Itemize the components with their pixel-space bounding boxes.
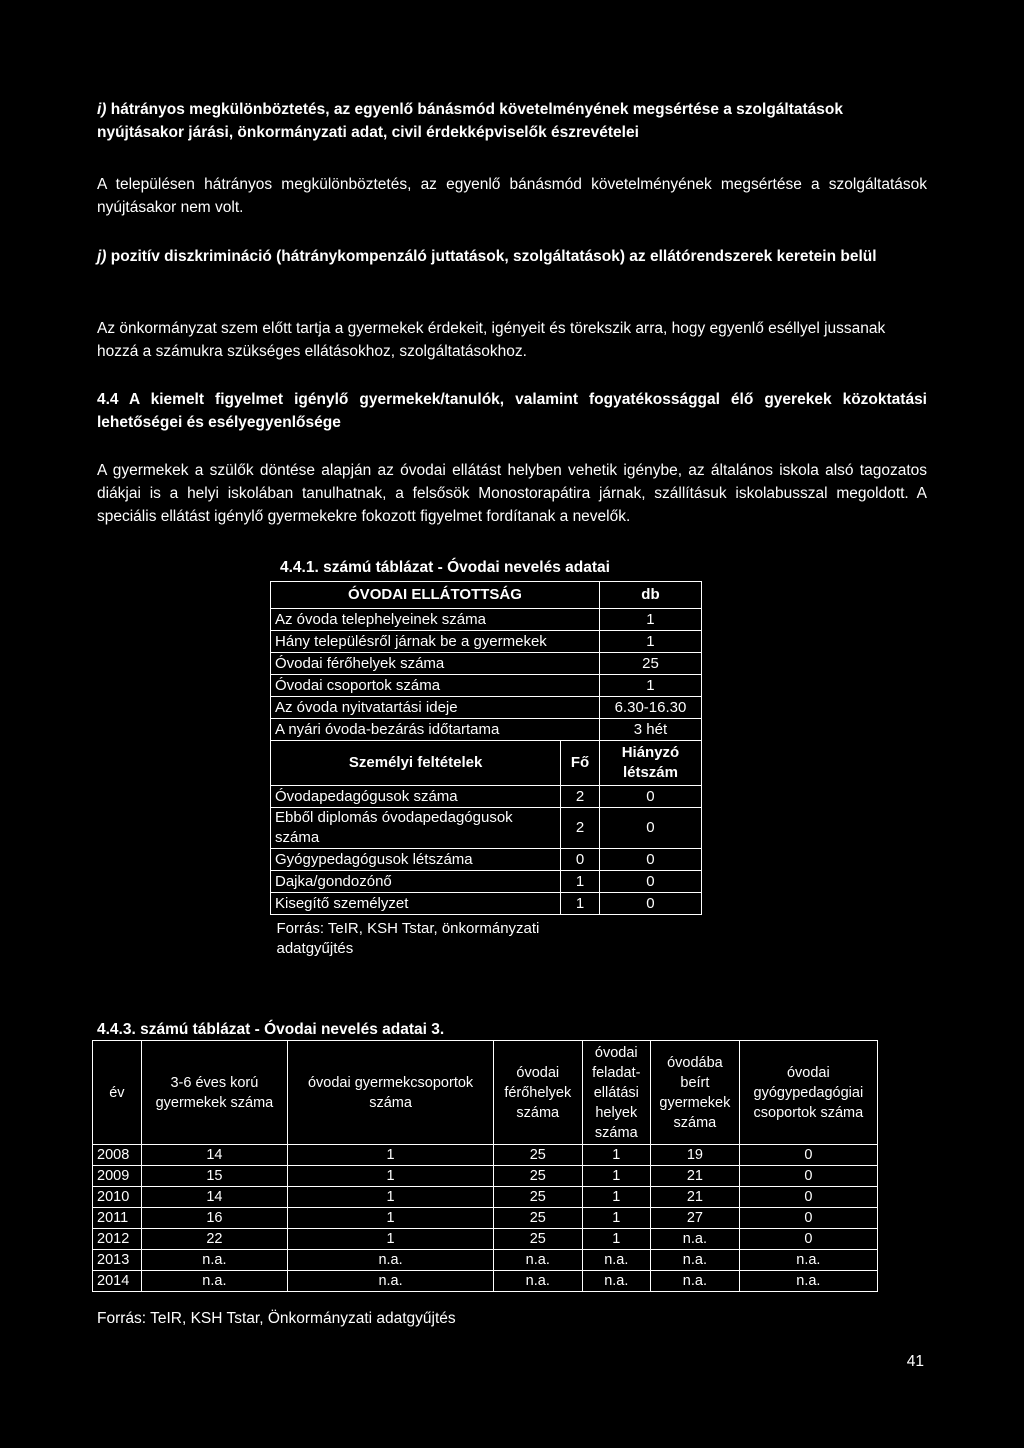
header-gyermekek: 3-6 éves korú gyermekek száma [141, 1041, 287, 1145]
cell: n.a. [582, 1271, 651, 1292]
section-i-prefix: i) [97, 101, 107, 118]
section-i-heading-text: hátrányos megkülönböztetés, az egyenlő bánásmód követelményének megsértése a szolgáltatások nyújtásakor járási, önkormányzati adat, civil érdekképviselők észrevételei [97, 101, 843, 141]
cell: 2010 [93, 1187, 142, 1208]
table-row [271, 871, 702, 893]
table-row [93, 1271, 878, 1292]
cell: 0 [739, 1229, 877, 1250]
staff-header-row [271, 741, 702, 786]
cell: 16 [141, 1208, 287, 1229]
cell: 1 [582, 1166, 651, 1187]
cell: 2013 [93, 1250, 142, 1271]
row-label: Óvodai férőhelyek száma [271, 653, 600, 675]
header-ferohelyek: óvodai férőhelyek száma [494, 1041, 583, 1145]
header-ev: év [93, 1041, 142, 1145]
table2-source: Forrás: TeIR, KSH Tstar, Önkormányzati adatgyűjtés [97, 1310, 456, 1327]
header-feladatellatasi: óvodai feladat-ellátási helyek száma [582, 1041, 651, 1145]
cell: 2012 [93, 1229, 142, 1250]
header-csoportok: óvodai gyermekcsoportok száma [288, 1041, 494, 1145]
table-row [271, 893, 702, 915]
cell: n.a. [494, 1271, 583, 1292]
table-row [271, 653, 702, 675]
table-row [93, 1187, 878, 1208]
section-j-heading [97, 245, 927, 268]
cell: 1 [288, 1145, 494, 1166]
table-row [93, 1166, 878, 1187]
table-row [271, 849, 702, 871]
cell: 2014 [93, 1271, 142, 1292]
cell: n.a. [288, 1271, 494, 1292]
cell: 0 [739, 1145, 877, 1166]
row-missing: 0 [599, 871, 701, 893]
header-ellatottsag: ÓVODAI ELLÁTOTTSÁG [271, 582, 600, 609]
row-label: Ebből diplomás óvodapedagógusok száma [271, 808, 561, 849]
row-missing: 0 [599, 849, 701, 871]
row-label: Óvodai csoportok száma [271, 675, 600, 697]
section-j-heading-text: pozitív diszkrimináció (hátránykompenzáló juttatások, szolgáltatások) az ellátórendszerek keretein belül [110, 248, 877, 265]
table2-caption: 4.4.3. számú táblázat - Óvodai nevelés adatai 3. [97, 1021, 445, 1038]
header-fo: Fő [561, 741, 600, 786]
cell: 25 [494, 1229, 583, 1250]
row-fo: 2 [561, 808, 600, 849]
cell: 1 [288, 1166, 494, 1187]
table-row [271, 697, 702, 719]
cell: n.a. [141, 1250, 287, 1271]
cell: n.a. [494, 1250, 583, 1271]
cell: n.a. [651, 1229, 740, 1250]
row-value: 25 [599, 653, 701, 675]
cell: 19 [651, 1145, 740, 1166]
cell: 2011 [93, 1208, 142, 1229]
cell: 14 [141, 1187, 287, 1208]
cell: 25 [494, 1187, 583, 1208]
section-44-body: A gyermekek a szülők döntése alapján az óvodai ellátást helyben vehetik igénybe, az általános iskola alsó tagozatos diákjai is a helyi iskolában tanulhatnak, a felsősök Monostorapátira járnak, szállításuk iskolabusszal megoldott. A speciális ellátást igénylő gyermekekre fokozott figyelmet fordítanak a nevelők. [97, 462, 927, 525]
section-i-body: A településen hátrányos megkülönböztetés, az egyenlő bánásmód követelményének megsértése a szolgáltatások nyújtásakor nem volt. [97, 176, 927, 216]
kindergarten-data-table [270, 581, 702, 959]
table-row [93, 1250, 878, 1271]
cell: 14 [141, 1145, 287, 1166]
row-label: Hány településről járnak be a gyermekek [271, 631, 600, 653]
row-fo: 2 [561, 786, 600, 808]
cell: 0 [739, 1187, 877, 1208]
header-beirt: óvodába beírt gyermekek száma [651, 1041, 740, 1145]
cell: 1 [288, 1208, 494, 1229]
row-value: 6.30-16.30 [599, 697, 701, 719]
row-missing: 0 [599, 786, 701, 808]
header-db: db [599, 582, 701, 609]
table1-caption: 4.4.1. számú táblázat - Óvodai nevelés adatai [280, 559, 610, 576]
cell: 25 [494, 1208, 583, 1229]
table-row [271, 808, 702, 849]
section-j-body: Az önkormányzat szem előtt tartja a gyermekek érdekeit, igényeit és törekszik arra, hogy egyenlő eséllyel jussanak hozzá a számukra szükséges ellátásokhoz, szolgáltatásokhoz. [97, 320, 886, 360]
cell: 1 [288, 1229, 494, 1250]
row-missing: 0 [599, 893, 701, 915]
cell: 2008 [93, 1145, 142, 1166]
cell: 1 [582, 1229, 651, 1250]
section-j-prefix: j) [97, 248, 107, 265]
header-gyogypedagogiai: óvodai gyógypedagógiai csoportok száma [739, 1041, 877, 1145]
cell: 21 [651, 1166, 740, 1187]
section-i-heading [97, 98, 927, 144]
row-value: 1 [599, 609, 701, 631]
cell: 27 [651, 1208, 740, 1229]
row-label: A nyári óvoda-bezárás időtartama [271, 719, 600, 741]
cell: n.a. [288, 1250, 494, 1271]
table-row [271, 786, 702, 808]
section-44-heading: 4.4 A kiemelt figyelmet igénylő gyermekek/tanulók, valamint fogyatékossággal élő gyerekek közoktatási lehetőségei és esélyegyenlősége [97, 391, 927, 431]
source-row [271, 915, 702, 960]
header-szemelyi: Személyi feltételek [271, 741, 561, 786]
cell: n.a. [739, 1250, 877, 1271]
row-fo: 0 [561, 849, 600, 871]
table-row [93, 1229, 878, 1250]
row-fo: 1 [561, 871, 600, 893]
cell: 0 [739, 1208, 877, 1229]
row-value: 1 [599, 675, 701, 697]
row-label: Dajka/gondozónő [271, 871, 561, 893]
row-label: Az óvoda nyitvatartási ideje [271, 697, 600, 719]
table-row [93, 1145, 878, 1166]
cell: n.a. [651, 1250, 740, 1271]
row-label: Gyógypedagógusok létszáma [271, 849, 561, 871]
table-row [271, 631, 702, 653]
row-missing: 0 [599, 808, 701, 849]
cell: 2009 [93, 1166, 142, 1187]
cell: n.a. [141, 1271, 287, 1292]
row-value: 3 hét [599, 719, 701, 741]
row-fo: 1 [561, 893, 600, 915]
row-label: Az óvoda telephelyeinek száma [271, 609, 600, 631]
row-value: 1 [599, 631, 701, 653]
cell: 25 [494, 1145, 583, 1166]
cell: 1 [582, 1208, 651, 1229]
table1-source: Forrás: TeIR, KSH Tstar, önkormányzati adatgyűjtés [276, 920, 540, 957]
page-number: 41 [906, 1353, 924, 1370]
table-header-row [93, 1041, 878, 1145]
header-hianyzo: Hiányzó létszám [599, 741, 701, 786]
cell: 21 [651, 1187, 740, 1208]
cell: 15 [141, 1166, 287, 1187]
cell: 0 [739, 1166, 877, 1187]
cell: n.a. [651, 1271, 740, 1292]
cell: 25 [494, 1166, 583, 1187]
cell: 1 [582, 1145, 651, 1166]
cell: n.a. [739, 1271, 877, 1292]
table-header-row [271, 582, 702, 609]
cell: n.a. [582, 1250, 651, 1271]
kindergarten-yearly-table [92, 1040, 878, 1292]
table-row [271, 609, 702, 631]
cell: 1 [582, 1187, 651, 1208]
table-row [271, 675, 702, 697]
row-label: Kisegítő személyzet [271, 893, 561, 915]
row-label: Óvodapedagógusok száma [271, 786, 561, 808]
cell: 1 [288, 1187, 494, 1208]
table-row [271, 719, 702, 741]
cell: 22 [141, 1229, 287, 1250]
table-row [93, 1208, 878, 1229]
